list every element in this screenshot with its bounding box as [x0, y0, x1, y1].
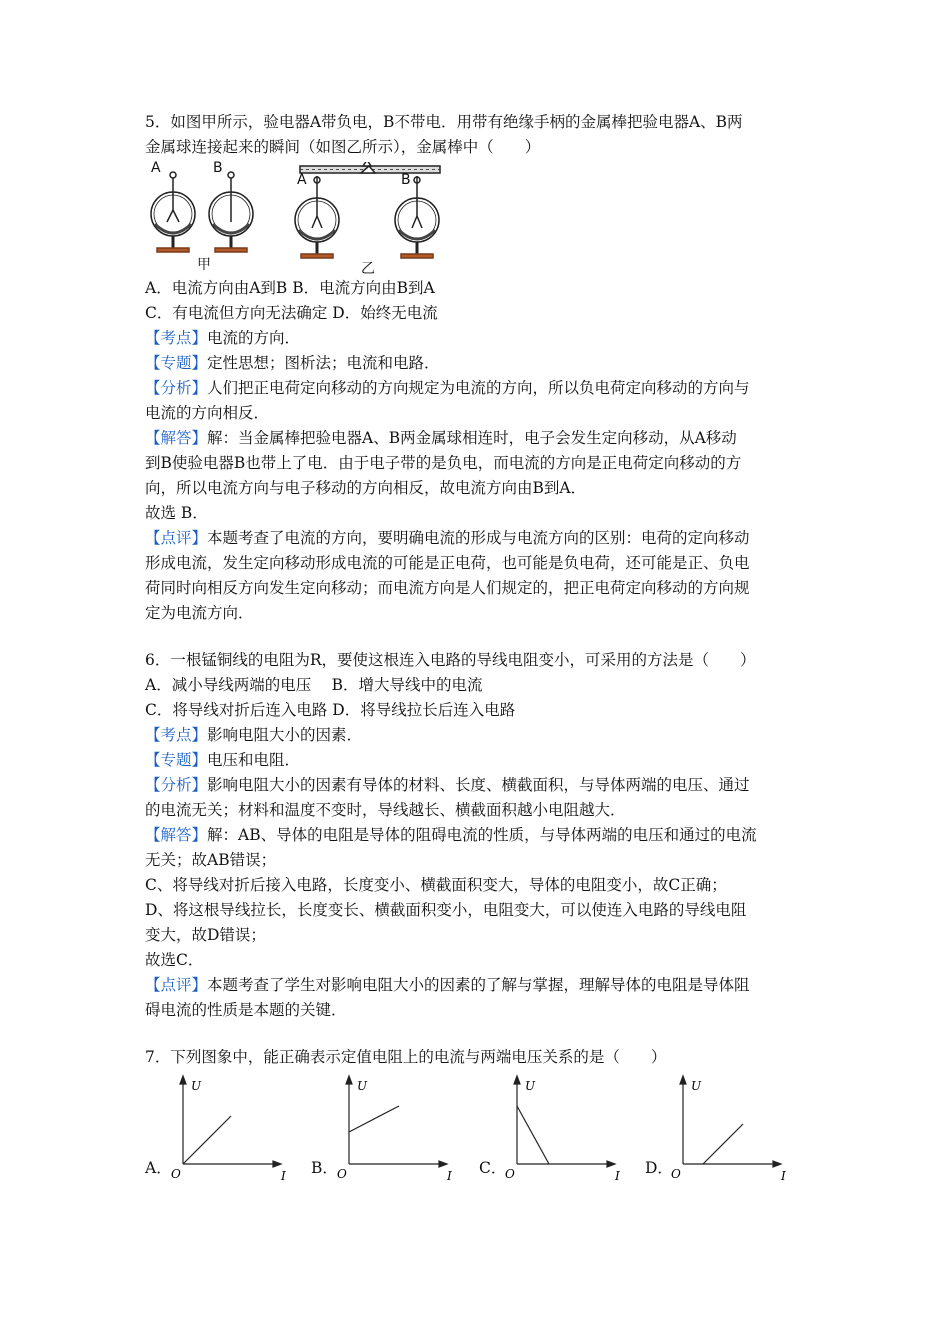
q5-kaodian: 【考点】电流的方向． — [145, 329, 301, 347]
jieda-tag: 【解答】 — [145, 826, 208, 844]
label-b-jia: B — [213, 160, 223, 176]
graph-option-c — [479, 1074, 639, 1186]
graph-d-u: U — [691, 1079, 702, 1093]
dianping-tag: 【点评】 — [145, 976, 208, 994]
q7-graph-options — [145, 1074, 810, 1186]
graph-c-label: C． — [479, 1159, 507, 1177]
graph-b-label: B． — [311, 1159, 338, 1177]
q6-zhuanti: 【专题】电压和电阻． — [145, 751, 301, 769]
graph-a-label: A． — [145, 1159, 172, 1177]
graph-c-i: I — [615, 1169, 620, 1183]
q6-stem: 6．一根锰铜线的电阻为R，要使这根连入电路的导线电阻变小，可采用的方法是（ ） — [145, 651, 756, 669]
zhuanti-tag: 【专题】 — [145, 751, 208, 769]
zhuanti-tag: 【专题】 — [145, 354, 208, 372]
kaodian-tag: 【考点】 — [145, 329, 208, 347]
q6-dianping: 【点评】本题考查了学生对影响电阻大小的因素的了解与掌握，理解导体的电阻是导体阻 — [145, 976, 750, 994]
q5-options-line1: A．电流方向由A到B B．电流方向由B到A — [145, 279, 435, 297]
q6-jieda-cont4: 变大，故D错误； — [145, 926, 266, 944]
jieda-tag: 【解答】 — [145, 429, 208, 447]
q5-options-line2: C．有电流但方向无法确定 D．始终无电流 — [145, 304, 438, 322]
q6-dianping-cont: 碍电流的性质是本题的关键． — [145, 1001, 347, 1019]
q6-kaodian: 【考点】影响电阻大小的因素． — [145, 726, 363, 744]
q5-dianping-cont3: 定为电流方向． — [145, 604, 254, 622]
graph-a-u: U — [191, 1079, 202, 1093]
q6-jieda-cont3: D、将这根导线拉长，长度变长、横截面积变小，电阻变大，可以使连入电路的导线电阻 — [145, 901, 747, 919]
graph-option-d — [645, 1074, 805, 1186]
graph-c-o: O — [505, 1167, 515, 1181]
q5-dianping-cont2: 荷同时向相反方向发生定向移动；而电流方向是人们规定的，把正电荷定向移动的方向规 — [145, 579, 750, 597]
dianping-tag: 【点评】 — [145, 529, 208, 547]
graph-b-i: I — [447, 1169, 452, 1183]
q5-zhuanti: 【专题】定性思想；图析法；电流和电路． — [145, 354, 440, 372]
q6-jieda-cont1: 无关；故AB错误； — [145, 851, 277, 869]
q5-stem-line2: 金属球连接起来的瞬间（如图乙所示），金属棒中（ ） — [145, 138, 541, 156]
q5-electroscope-figure — [145, 160, 455, 277]
q6-fenxi: 【分析】影响电阻大小的因素有导体的材料、长度、横截面积，与导体两端的电压、通过 — [145, 776, 750, 794]
fenxi-tag: 【分析】 — [145, 776, 208, 794]
caption-yi: 乙 — [361, 261, 375, 277]
label-a-yi: A — [297, 172, 307, 188]
graph-a-i: I — [281, 1169, 286, 1183]
graph-d-label: D． — [645, 1159, 673, 1177]
graph-option-b — [311, 1074, 471, 1186]
q5-dianping: 【点评】本题考查了电流的方向，要明确电流的形成与电流方向的区别：电荷的定向移动 — [145, 529, 750, 547]
q5-jieda-cont2: 向，所以电流方向与电子移动的方向相反，故电流方向由B到A． — [145, 479, 587, 497]
q5-jieda: 【解答】解：当金属棒把验电器A、B两金属球相连时，电子会发生定向移动，从A移动 — [145, 429, 737, 447]
q5-dianping-cont1: 形成电流，发生定向移动形成电流的可能是正电荷，也可能是负电荷，还可能是正、负电 — [145, 554, 750, 572]
q5-fenxi: 【分析】人们把正电荷定向移动的方向规定为电流的方向，所以负电荷定向移动的方向与 — [145, 379, 750, 397]
q6-fenxi-cont: 的电流无关；材料和温度不变时，导线越长、横截面积越小电阻越大． — [145, 801, 626, 819]
q6-jieda: 【解答】解：AB、导体的电阻是导体的阻碍电流的性质，与导体两端的电压和通过的电流 — [145, 826, 757, 844]
q6-options-line1: A．减小导线两端的电压 B．增大导线中的电流 — [145, 676, 483, 694]
label-a-jia: A — [151, 160, 161, 176]
q6-answer: 故选C． — [145, 951, 204, 969]
fenxi-tag: 【分析】 — [145, 379, 208, 397]
q6-options-line2: C．将导线对折后连入电路 D．将导线拉长后连入电路 — [145, 701, 516, 719]
document-page — [145, 110, 810, 1186]
q7-stem: 7．下列图象中，能正确表示定值电阻上的电流与两端电压关系的是（ ） — [145, 1048, 667, 1066]
graph-c-u: U — [525, 1079, 536, 1093]
graph-b-o: O — [337, 1167, 347, 1181]
label-b-yi: B — [401, 172, 411, 188]
q5-stem-line1: 5．如图甲所示，验电器A带负电，B不带电．用带有绝缘手柄的金属棒把验电器A、B两 — [145, 113, 743, 131]
graph-b-u: U — [357, 1079, 368, 1093]
kaodian-tag: 【考点】 — [145, 726, 208, 744]
graph-d-o: O — [671, 1167, 681, 1181]
q5-jieda-cont1: 到B使验电器B也带上了电．由于电子带的是负电，而电流的方向是正电荷定向移动的方 — [145, 454, 742, 472]
graph-a-o: O — [171, 1167, 181, 1181]
graph-option-a — [145, 1074, 305, 1186]
graph-d-i: I — [781, 1169, 786, 1183]
q5-fenxi-cont: 电流的方向相反． — [145, 404, 270, 422]
caption-jia: 甲 — [197, 257, 211, 273]
q6-jieda-cont2: C、将导线对折后接入电路，长度变小、横截面积变大，导体的电阻变小，故C正确； — [145, 876, 727, 894]
q5-answer: 故选 B． — [145, 504, 208, 522]
